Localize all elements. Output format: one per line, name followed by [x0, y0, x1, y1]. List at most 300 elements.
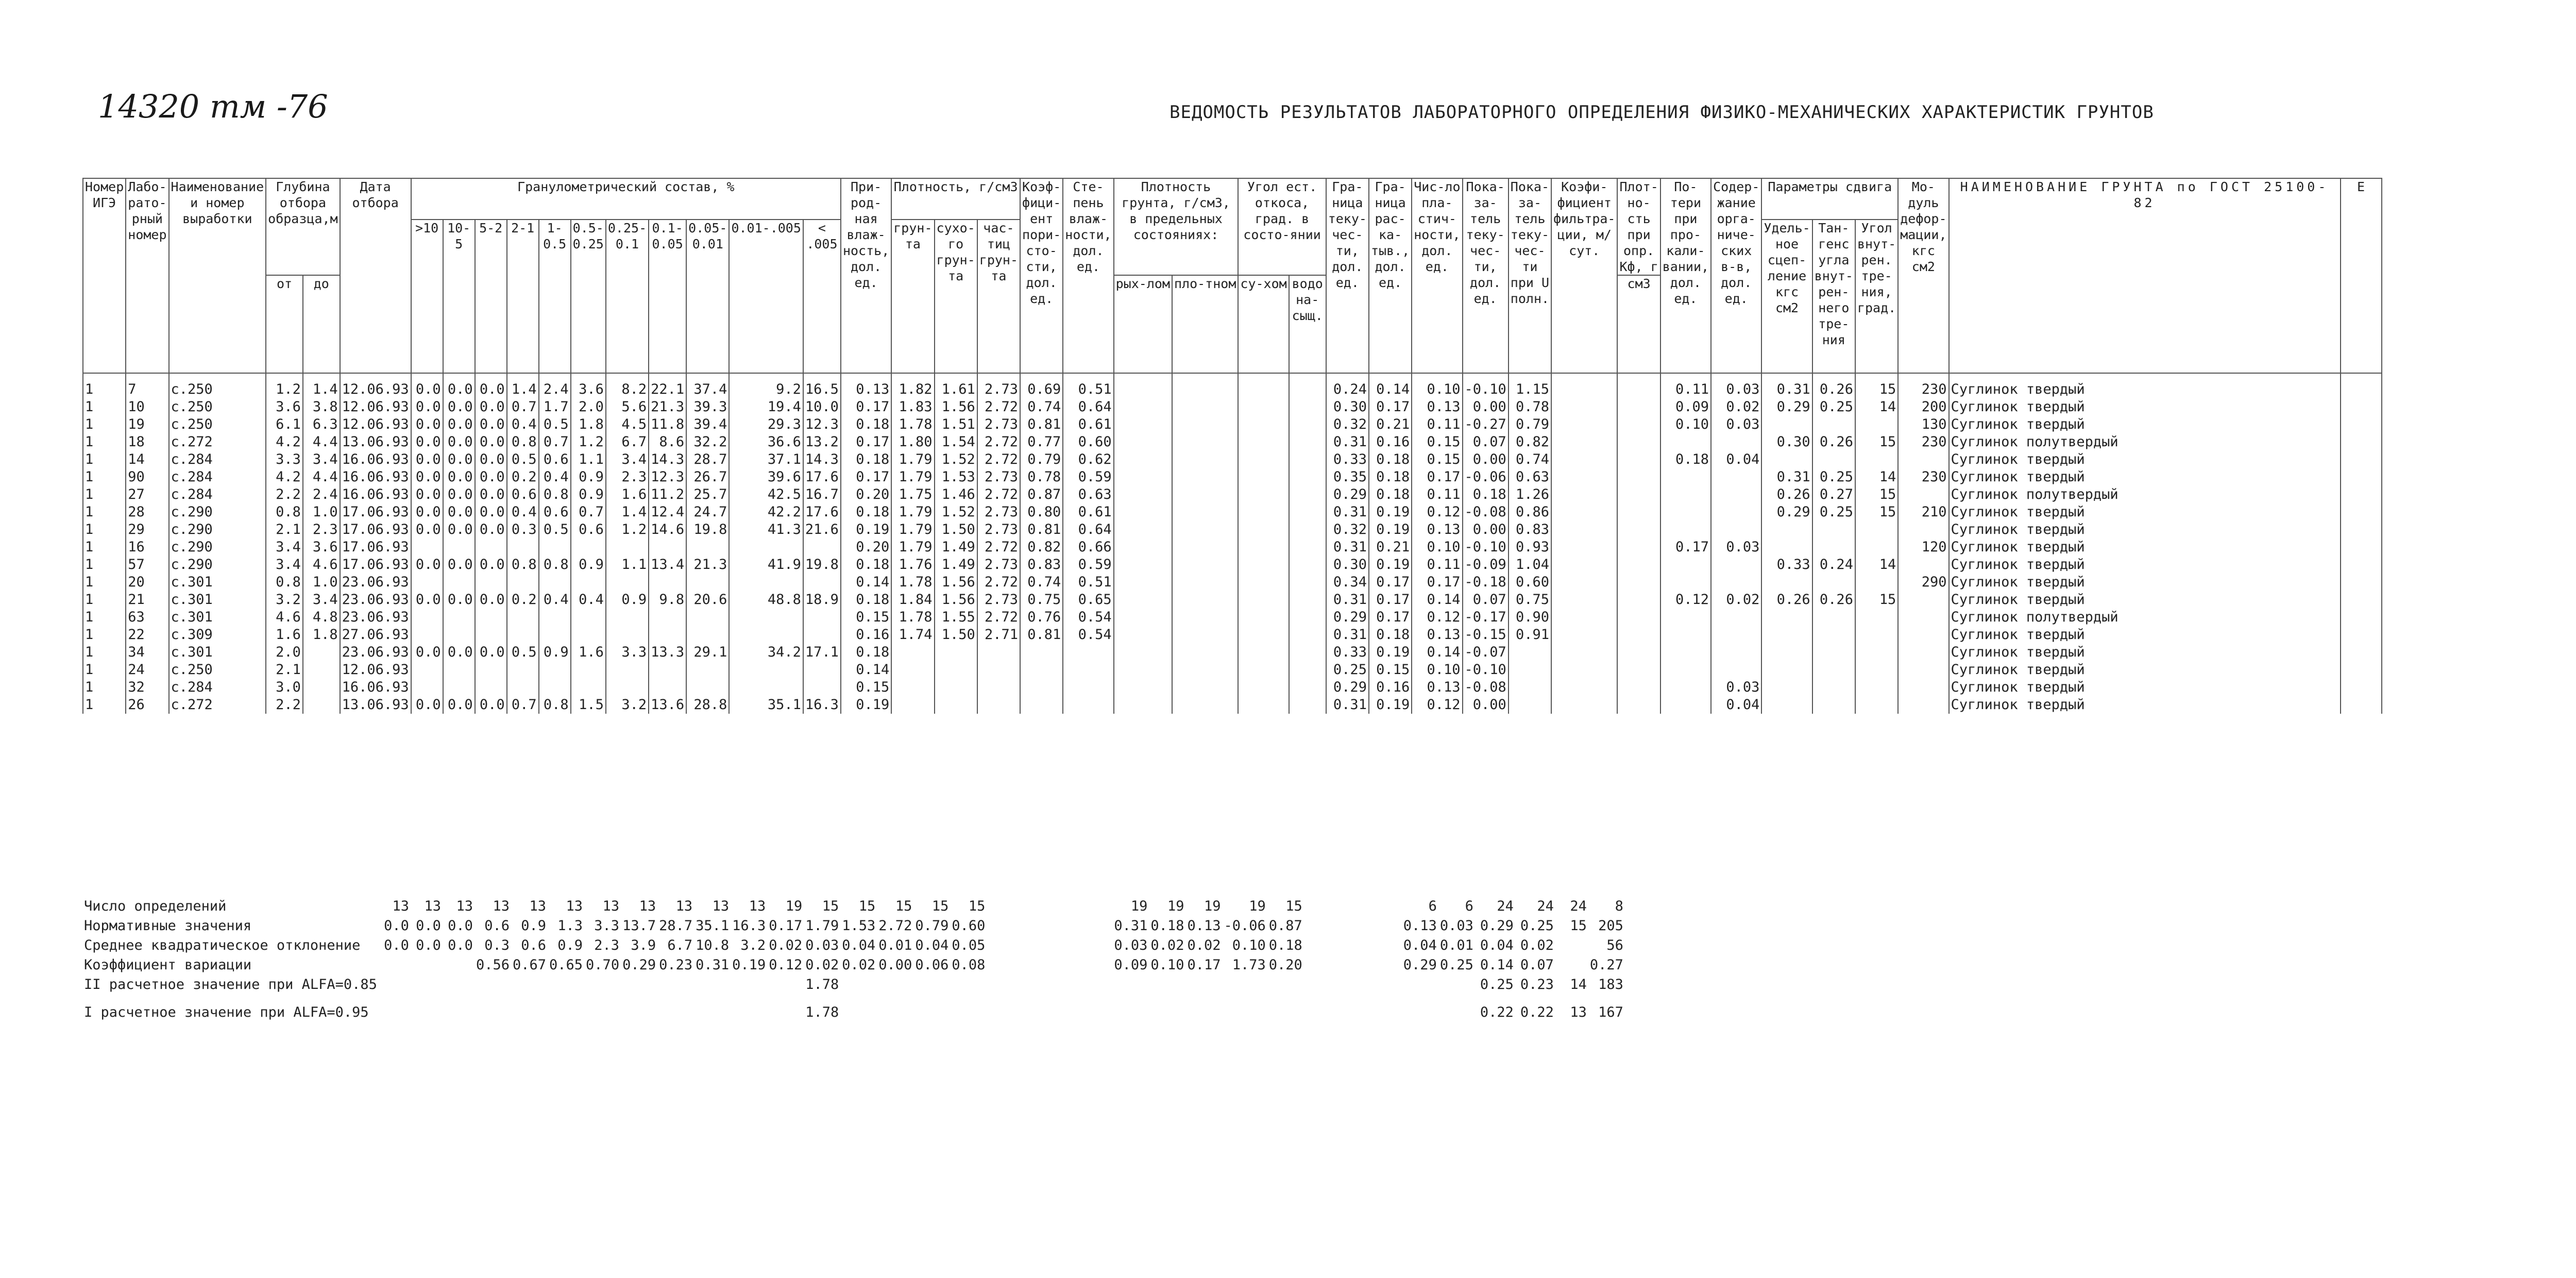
fraction-cell: 19.4: [729, 398, 803, 416]
stat-friction-angle-cell: 13: [1570, 1004, 1587, 1020]
limit-loose-cell: [1114, 644, 1172, 661]
modulus-cell: [1898, 556, 1948, 574]
particle-density-cell: 2.73: [977, 503, 1020, 521]
fraction-cell: 0.8: [507, 433, 539, 451]
repose-water-cell: [1289, 398, 1326, 416]
stat-empty-cell: [1366, 975, 1402, 995]
fraction-cell: 8.2: [606, 373, 649, 398]
fraction-cell: 0.4: [539, 591, 571, 609]
stat-fraction-cell: 3.3: [594, 918, 620, 934]
fraction-cell: 13.2: [803, 433, 841, 451]
consistency-cell: -0.18: [1463, 574, 1509, 591]
stat-dry-density-cell: 0.04: [842, 937, 876, 953]
stat-fraction-cell: 13: [749, 898, 766, 914]
friction-angle-cell: [1855, 696, 1898, 714]
liquid-limit-cell: 0.29: [1326, 679, 1369, 696]
cohesion-cell: [1761, 574, 1812, 591]
fraction-cell: 2.3: [606, 468, 649, 486]
fraction-cell: [507, 539, 539, 556]
excavation-cell: с.284: [169, 468, 266, 486]
table-row: [83, 468, 2382, 486]
fraction-cell: [571, 539, 606, 556]
table-row: [83, 503, 2382, 521]
fraction-cell: 0.4: [571, 591, 606, 609]
stat-empty-cell: [1625, 955, 2016, 975]
fraction-cell: [411, 661, 443, 679]
fraction-cell: 0.0: [411, 416, 443, 433]
soil-name-cell: Суглинок твердый: [1949, 661, 2341, 679]
depth-to-cell: [303, 679, 340, 696]
fraction-cell: [411, 609, 443, 626]
stat-porosity-cell: [913, 995, 950, 1031]
statistics-row: [82, 936, 2058, 955]
depth-to-cell: 3.4: [303, 591, 340, 609]
results-table: [82, 178, 2382, 714]
stat-plastic-limit-cell: [1149, 975, 1185, 995]
ignition-loss-cell: [1660, 486, 1711, 503]
stat-empty-cell: [1366, 936, 1402, 955]
fraction-cell: 36.6: [729, 433, 803, 451]
cohesion-cell: 0.30: [1761, 433, 1812, 451]
depth-from-header: от: [266, 275, 303, 373]
stat-friction-angle-cell: 14: [1570, 977, 1587, 993]
stat-liquid-limit-cell: [1112, 975, 1149, 995]
cohesion-cell: [1761, 696, 1812, 714]
saturation-header: Сте-пень влаж-ности, дол. ед.: [1063, 178, 1113, 373]
density-cell: 1.78: [891, 574, 934, 591]
fraction-cell: [507, 661, 539, 679]
stat-fraction-cell: 0.0: [448, 918, 473, 934]
fraction-cell: 0.0: [475, 373, 507, 398]
modulus-cell: [1898, 451, 1948, 468]
limit-loose-cell: [1114, 521, 1172, 539]
repose-water-cell: [1289, 696, 1326, 714]
depth-from-cell: 2.1: [266, 521, 303, 539]
stat-empty-cell: [1019, 995, 1050, 1031]
extra-cell: [2341, 644, 2382, 661]
lab-number-cell: 21: [126, 591, 168, 609]
depth-from-cell: 0.8: [266, 574, 303, 591]
extra-cell: [2341, 539, 2382, 556]
friction-tan-cell: [1812, 521, 1855, 539]
fraction-cell: 0.0: [443, 451, 475, 468]
organic-content-cell: 0.02: [1711, 398, 1761, 416]
organic-density-cell: [1617, 574, 1660, 591]
soil-name-cell: Суглинок твердый: [1949, 521, 2341, 539]
fraction-cell: [475, 661, 507, 679]
friction-angle-cell: 15: [1855, 433, 1898, 451]
date-cell: 16.06.93: [340, 451, 411, 468]
depth-to-cell: 3.6: [303, 539, 340, 556]
fraction-cell: [571, 574, 606, 591]
stat-friction-angle-cell: 15: [1570, 918, 1587, 934]
stat-fraction-cell: 35.1: [696, 918, 730, 934]
density-cell: 1.79: [891, 521, 934, 539]
fraction-header: 0.05-0.01: [686, 220, 729, 373]
stat-fraction-cell: [731, 995, 767, 1031]
table-row: [83, 451, 2382, 468]
fraction-cell: 0.0: [411, 556, 443, 574]
friction-angle-cell: 14: [1855, 468, 1898, 486]
excavation-cell: с.301: [169, 644, 266, 661]
fraction-cell: 0.8: [539, 486, 571, 503]
fraction-cell: [649, 609, 686, 626]
consistency-cell: -0.10: [1463, 373, 1509, 398]
date-cell: 27.06.93: [340, 626, 411, 644]
density-cell: 1.79: [891, 539, 934, 556]
fraction-cell: 0.0: [411, 398, 443, 416]
particle-density-cell: 2.72: [977, 539, 1020, 556]
fraction-cell: 21.3: [686, 556, 729, 574]
repose-water-cell: [1289, 556, 1326, 574]
statistics-row: [82, 955, 2058, 975]
fraction-cell: 0.0: [411, 591, 443, 609]
stat-empty-cell: [1019, 916, 1050, 936]
fraction-cell: 0.0: [411, 644, 443, 661]
stat-fraction-cell: [411, 995, 443, 1031]
lab-number-cell: 63: [126, 609, 168, 626]
stat-empty-cell: [1050, 995, 1075, 1031]
fraction-cell: [411, 626, 443, 644]
depth-to-cell: 4.8: [303, 609, 340, 626]
ige-cell: 1: [83, 503, 126, 521]
stat-empty-cell: [2016, 955, 2058, 975]
limit-dense-cell: [1172, 416, 1238, 433]
fraction-cell: [686, 679, 729, 696]
stat-liquid-limit-cell: [1112, 995, 1149, 1031]
soil-name-cell: Суглинок твердый: [1949, 468, 2341, 486]
limit-loose-cell: [1114, 679, 1172, 696]
fraction-cell: [729, 679, 803, 696]
fraction-cell: [606, 574, 649, 591]
repose-dry-cell: [1238, 416, 1289, 433]
fraction-cell: 0.0: [443, 556, 475, 574]
fraction-cell: 39.4: [686, 416, 729, 433]
porosity-cell: [1020, 679, 1063, 696]
fraction-cell: [539, 609, 571, 626]
particle-density-cell: 2.73: [977, 373, 1020, 398]
fraction-cell: [606, 609, 649, 626]
fraction-cell: 1.6: [571, 644, 606, 661]
stat-fraction-cell: [731, 975, 767, 995]
consistency-cell: -0.08: [1463, 503, 1509, 521]
moisture-cell: 0.16: [841, 626, 891, 644]
density-cell: 1.79: [891, 468, 934, 486]
stat-plasticity-cell: 0.02: [1187, 937, 1221, 953]
porosity-cell: 0.82: [1020, 539, 1063, 556]
liquid-limit-cell: 0.32: [1326, 416, 1369, 433]
limit-loose-cell: [1114, 486, 1172, 503]
organic-density-cell: [1617, 661, 1660, 679]
friction-angle-cell: [1855, 574, 1898, 591]
organic-content-cell: 0.03: [1711, 373, 1761, 398]
repose-dry-cell: [1238, 433, 1289, 451]
density-loose-header: рых-лом: [1114, 275, 1172, 373]
stat-consistency-cell: [1222, 975, 1267, 995]
modulus-cell: [1898, 521, 1948, 539]
limit-loose-cell: [1114, 433, 1172, 451]
plasticity-header: Чис-ло пла-стич-ности, дол. ед.: [1412, 178, 1462, 373]
stat-empty-cell: [1019, 936, 1050, 955]
filtration-cell: [1551, 398, 1617, 416]
consistency-cell: 0.00: [1463, 521, 1509, 539]
repose-water-cell: [1289, 451, 1326, 468]
plastic-limit-cell: 0.14: [1369, 373, 1412, 398]
stat-fraction-cell: 13: [529, 898, 547, 914]
stat-modulus-cell: 167: [1598, 1004, 1623, 1020]
plasticity-cell: 0.17: [1412, 574, 1462, 591]
limit-loose-cell: [1114, 373, 1172, 398]
fraction-cell: [649, 661, 686, 679]
density-cell: 1.79: [891, 451, 934, 468]
saturation-cell: 0.61: [1063, 503, 1113, 521]
depth-from-cell: 2.2: [266, 486, 303, 503]
moisture-cell: 0.18: [841, 591, 891, 609]
depth-to-cell: 3.4: [303, 451, 340, 468]
stat-density-cell: 0.02: [805, 957, 839, 973]
moisture-cell: 0.18: [841, 644, 891, 661]
fraction-header: >10: [411, 220, 443, 373]
date-cell: 13.06.93: [340, 433, 411, 451]
excavation-cell: с.290: [169, 521, 266, 539]
table-row: [83, 696, 2382, 714]
depth-from-cell: 3.0: [266, 679, 303, 696]
stat-plasticity-cell: 0.13: [1187, 918, 1221, 934]
plastic-limit-header: Гра-ница рас-ка-тыв., дол. ед.: [1369, 178, 1412, 373]
stat-fraction-cell: 0.0: [448, 937, 473, 953]
stat-fraction-cell: 0.9: [521, 918, 547, 934]
stat-empty-cell: [2016, 975, 2058, 995]
limit-dense-cell: [1172, 644, 1238, 661]
stat-fraction-cell: [584, 975, 621, 995]
repose-dry-cell: [1238, 644, 1289, 661]
stat-friction-tan-cell: 0.07: [1520, 957, 1554, 973]
liquid-limit-cell: 0.29: [1326, 609, 1369, 626]
liquid-limit-cell: 0.33: [1326, 451, 1369, 468]
fraction-cell: [411, 679, 443, 696]
extra-cell: [2341, 486, 2382, 503]
organic-content-header: Содер-жание орга-ниче-ских в-в, дол. ед.: [1711, 178, 1761, 373]
stat-empty-cell: [1019, 955, 1050, 975]
limit-dense-cell: [1172, 591, 1238, 609]
stat-empty-cell: [1304, 975, 1366, 995]
stat-fraction-cell: 0.56: [476, 957, 510, 973]
stat-fraction-cell: 13: [675, 898, 693, 914]
fraction-cell: 0.0: [443, 433, 475, 451]
stat-porosity-cell: [913, 975, 950, 995]
limit-loose-cell: [1114, 503, 1172, 521]
fraction-cell: [803, 661, 841, 679]
consistency-u-cell: 0.60: [1509, 574, 1551, 591]
organic-content-cell: [1711, 609, 1761, 626]
repose-dry-cell: [1238, 626, 1289, 644]
limit-dense-cell: [1172, 486, 1238, 503]
density-cell: 1.83: [891, 398, 934, 416]
extra-cell: [2341, 626, 2382, 644]
fraction-cell: 0.4: [507, 503, 539, 521]
porosity-cell: 0.75: [1020, 591, 1063, 609]
fraction-cell: [507, 609, 539, 626]
stat-saturation-cell: 0.05: [952, 937, 986, 953]
limit-dense-cell: [1172, 574, 1238, 591]
friction-angle-cell: 15: [1855, 591, 1898, 609]
dry-density-cell: 1.52: [935, 503, 977, 521]
excavation-cell: с.250: [169, 398, 266, 416]
depth-from-cell: 3.4: [266, 539, 303, 556]
fraction-cell: 29.1: [686, 644, 729, 661]
fraction-cell: 0.3: [507, 521, 539, 539]
porosity-cell: 0.83: [1020, 556, 1063, 574]
cohesion-cell: [1761, 539, 1812, 556]
organic-content-cell: [1711, 468, 1761, 486]
consistency-u-cell: 0.90: [1509, 609, 1551, 626]
filtration-cell: [1551, 679, 1617, 696]
repose-water-cell: [1289, 468, 1326, 486]
fraction-cell: 26.7: [686, 468, 729, 486]
fraction-cell: 0.9: [571, 556, 606, 574]
depth-to-cell: 1.0: [303, 503, 340, 521]
fraction-cell: 0.0: [443, 416, 475, 433]
moisture-cell: 0.13: [841, 373, 891, 398]
repose-dry-cell: [1238, 521, 1289, 539]
plastic-limit-cell: 0.19: [1369, 503, 1412, 521]
stat-saturation-cell: 0.08: [952, 957, 986, 973]
fraction-cell: 4.5: [606, 416, 649, 433]
fraction-cell: [606, 661, 649, 679]
extra-cell: [2341, 661, 2382, 679]
ignition-loss-cell: [1660, 661, 1711, 679]
fraction-cell: [686, 661, 729, 679]
repose-water-cell: [1289, 661, 1326, 679]
table-row: [83, 574, 2382, 591]
moisture-cell: 0.19: [841, 696, 891, 714]
stat-density-cell: 0.03: [805, 937, 839, 953]
date-cell: 12.06.93: [340, 661, 411, 679]
moisture-cell: 0.19: [841, 521, 891, 539]
fraction-cell: 0.0: [475, 644, 507, 661]
organic-density-cell: [1617, 696, 1660, 714]
organic-density-cell: [1617, 373, 1660, 398]
excavation-cell: с.272: [169, 433, 266, 451]
stat-fraction-cell: 13: [424, 898, 441, 914]
friction-tan-cell: 0.25: [1812, 398, 1855, 416]
fraction-cell: 0.7: [507, 696, 539, 714]
dry-density-cell: 1.56: [935, 591, 977, 609]
friction-tan-cell: [1812, 539, 1855, 556]
moisture-cell: 0.18: [841, 451, 891, 468]
friction-tan-cell: 0.25: [1812, 468, 1855, 486]
dry-density-cell: [935, 644, 977, 661]
stat-empty-cell: [1075, 916, 1112, 936]
date-cell: 13.06.93: [340, 696, 411, 714]
filtration-cell: [1551, 644, 1617, 661]
repose-water-cell: [1289, 486, 1326, 503]
stat-empty-cell: [1075, 936, 1112, 955]
porosity-cell: 0.87: [1020, 486, 1063, 503]
stat-empty-cell: [1050, 916, 1075, 936]
fraction-cell: 42.5: [729, 486, 803, 503]
saturation-cell: 0.66: [1063, 539, 1113, 556]
limit-dense-cell: [1172, 539, 1238, 556]
fraction-cell: 1.5: [571, 696, 606, 714]
stat-moisture-cell: [767, 995, 804, 1031]
table-row: [83, 416, 2382, 433]
organic-density-cell: [1617, 503, 1660, 521]
plasticity-cell: 0.11: [1412, 486, 1462, 503]
liquid-limit-cell: 0.31: [1326, 626, 1369, 644]
ige-cell: 1: [83, 696, 126, 714]
repose-dry-cell: [1238, 486, 1289, 503]
lab-number-cell: 19: [126, 416, 168, 433]
stat-fraction-cell: [657, 975, 694, 995]
friction-tan-cell: [1812, 696, 1855, 714]
consistency-u-cell: [1509, 661, 1551, 679]
saturation-cell: 0.51: [1063, 574, 1113, 591]
limit-dense-cell: [1172, 398, 1238, 416]
stat-fraction-cell: 0.6: [521, 937, 547, 953]
consistency-cell: 0.00: [1463, 696, 1509, 714]
filtration-cell: [1551, 468, 1617, 486]
stat-empty-cell: [1625, 936, 2016, 955]
fraction-cell: [539, 661, 571, 679]
fraction-cell: 1.6: [606, 486, 649, 503]
stat-plastic-limit-cell: 0.02: [1150, 937, 1184, 953]
fraction-cell: [606, 539, 649, 556]
fraction-cell: [411, 539, 443, 556]
fraction-header: 1-0.5: [539, 220, 571, 373]
organic-content-cell: [1711, 626, 1761, 644]
density-cell: 1.74: [891, 626, 934, 644]
ignition-loss-cell: [1660, 626, 1711, 644]
friction-tan-cell: 0.24: [1812, 556, 1855, 574]
fraction-cell: 32.2: [686, 433, 729, 451]
fraction-header: 0.5-0.25: [571, 220, 606, 373]
organic-density-cell: [1617, 521, 1660, 539]
fraction-header: 10-5: [443, 220, 475, 373]
fraction-cell: 6.7: [606, 433, 649, 451]
dry-density-cell: 1.55: [935, 609, 977, 626]
stat-ignition-loss-cell: [1402, 995, 1438, 1031]
saturation-cell: 0.60: [1063, 433, 1113, 451]
fraction-cell: 0.6: [507, 486, 539, 503]
stat-fraction-cell: 0.19: [732, 957, 766, 973]
extra-header: Е: [2341, 178, 2382, 373]
repose-dry-cell: [1238, 661, 1289, 679]
date-cell: 23.06.93: [340, 644, 411, 661]
fraction-cell: 16.7: [803, 486, 841, 503]
moisture-cell: 0.17: [841, 468, 891, 486]
fraction-cell: [803, 574, 841, 591]
stat-consistency-cell: [1222, 995, 1267, 1031]
stat-empty-cell: [1366, 955, 1402, 975]
fraction-cell: [649, 539, 686, 556]
fraction-cell: 14.3: [803, 451, 841, 468]
extra-cell: [2341, 451, 2382, 468]
stat-modulus-cell: 0.27: [1589, 957, 1623, 973]
organic-content-cell: [1711, 644, 1761, 661]
lab-number-cell: 22: [126, 626, 168, 644]
stat-empty-cell: [1366, 995, 1402, 1031]
lab-number-cell: 28: [126, 503, 168, 521]
plasticity-cell: 0.13: [1412, 398, 1462, 416]
lab-number-cell: 7: [126, 373, 168, 398]
plasticity-cell: 0.13: [1412, 626, 1462, 644]
saturation-cell: [1063, 696, 1113, 714]
statistics-row: [82, 995, 2058, 1031]
consistency-u-cell: 0.83: [1509, 521, 1551, 539]
fraction-cell: [539, 574, 571, 591]
stat-dry-density-cell: [840, 975, 877, 995]
